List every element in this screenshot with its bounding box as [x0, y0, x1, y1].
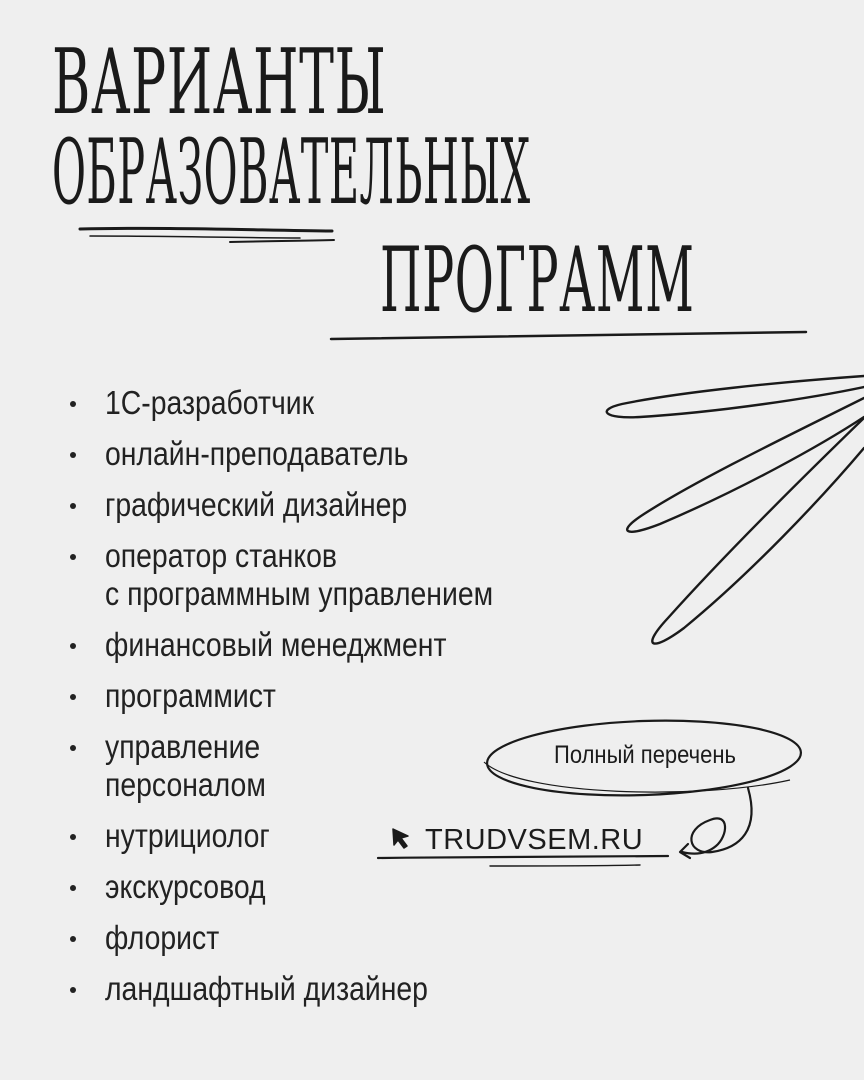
- bullet-icon: [70, 834, 76, 840]
- list-item-label: [105, 537, 493, 613]
- title-line-2: ОБРАЗОВАТЕЛЬНЫХ: [52, 120, 531, 225]
- list-item-label: [105, 435, 408, 473]
- list-item: [62, 677, 556, 715]
- list-item-line: нутрициолог: [105, 817, 270, 854]
- curved-arrow-icon: [680, 788, 752, 858]
- list-item: [62, 486, 556, 524]
- full-list-label: Полный перечень: [554, 741, 736, 769]
- list-item: [62, 626, 556, 664]
- list-item-label: [105, 677, 276, 715]
- list-item-line: 1С-разработчик: [105, 384, 315, 421]
- bullet-icon: [70, 503, 76, 509]
- bullet-icon: [70, 401, 76, 407]
- bullet-icon: [70, 987, 76, 993]
- title-line-3: ПРОГРАММ: [380, 228, 695, 333]
- list-item-line: персоналом: [105, 766, 266, 803]
- bullet-icon: [70, 936, 76, 942]
- bullet-icon: [70, 452, 76, 458]
- underline-scribble-2: [331, 332, 806, 339]
- list-item-line: экскурсовод: [105, 868, 266, 905]
- list-item: [62, 919, 556, 957]
- bullet-icon: [70, 885, 76, 891]
- bullet-icon: [70, 643, 76, 649]
- list-item-line: финансовый менеджмент: [105, 626, 447, 663]
- list-item-label: [105, 817, 270, 855]
- list-item-label: [105, 970, 428, 1008]
- list-item: [62, 868, 556, 906]
- list-item-line: оператор станков: [105, 537, 337, 574]
- list-item-line: онлайн-преподаватель: [105, 435, 409, 472]
- list-item-label: [105, 919, 219, 957]
- list-item-label: [105, 486, 407, 524]
- list-item-line: управление: [105, 728, 261, 765]
- bullet-icon: [70, 554, 76, 560]
- list-item: [62, 728, 556, 804]
- underline-scribble-1: [80, 228, 334, 242]
- list-item-line: с программным управлением: [105, 575, 494, 612]
- scribble-loop-icon: [607, 376, 864, 644]
- list-item-label: [105, 728, 266, 804]
- site-link[interactable]: TRUDVSEM.RU: [425, 824, 644, 856]
- list-item-line: флорист: [105, 919, 220, 956]
- list-item-line: ландшафтный дизайнер: [105, 970, 428, 1007]
- list-item: [62, 970, 556, 1008]
- list-item-label: [105, 626, 446, 664]
- list-item: [62, 435, 556, 473]
- list-item: [62, 384, 556, 422]
- bullet-icon: [70, 745, 76, 751]
- list-item-line: графический дизайнер: [105, 486, 408, 523]
- list-item-label: [105, 384, 314, 422]
- bullet-icon: [70, 694, 76, 700]
- list-item-label: [105, 868, 266, 906]
- program-list: [62, 384, 556, 1021]
- title-line-1: ВАРИАНТЫ: [52, 30, 387, 135]
- list-item: [62, 537, 556, 613]
- list-item-line: программист: [105, 677, 276, 714]
